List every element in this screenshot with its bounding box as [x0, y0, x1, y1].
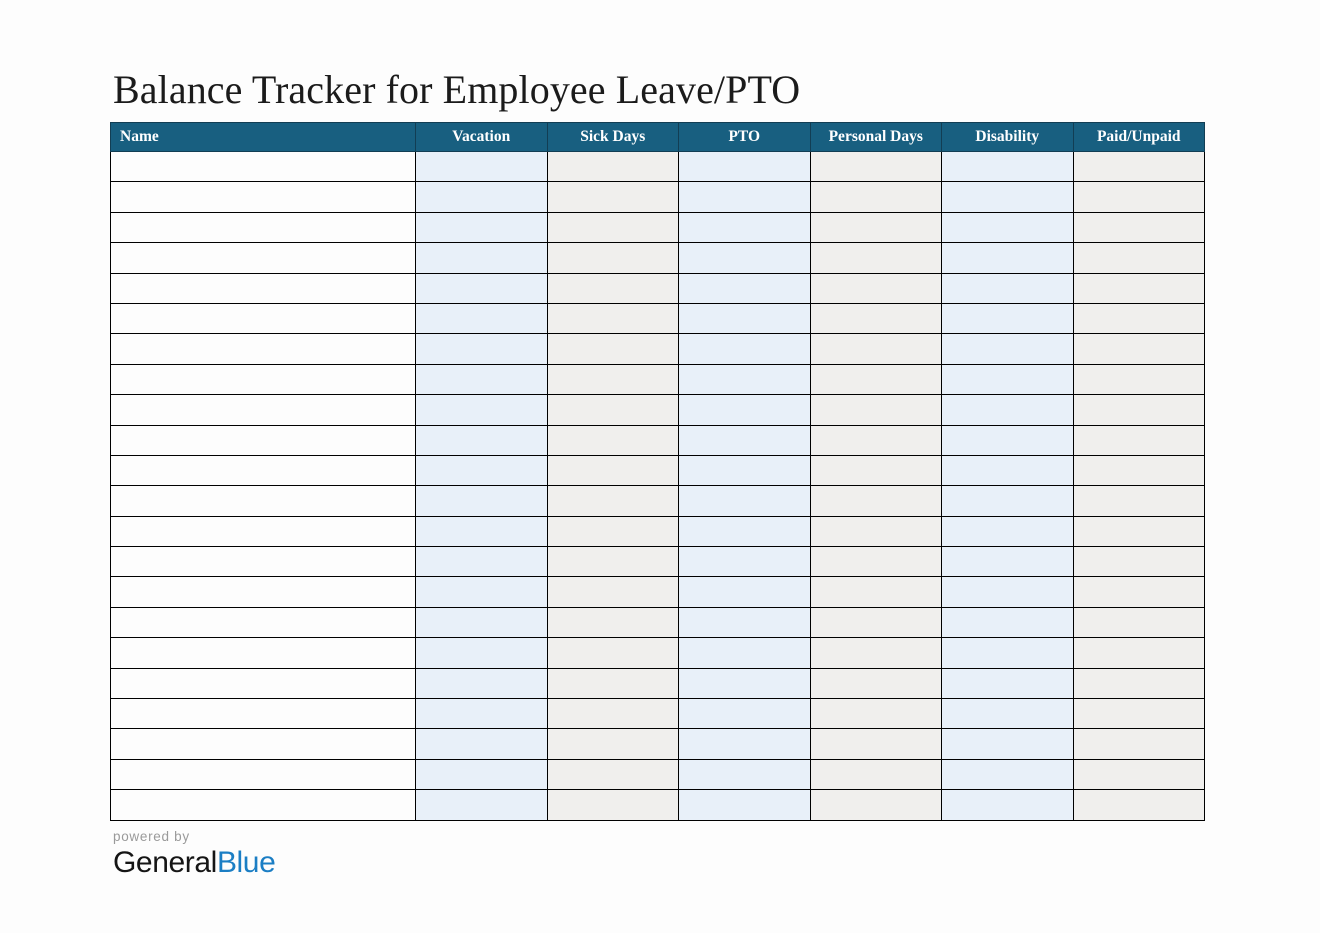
cell-name[interactable] [111, 425, 416, 455]
table-row [111, 638, 1205, 668]
cell-vacation[interactable] [416, 759, 548, 789]
cell-sick_days[interactable] [547, 547, 679, 577]
cell-pto[interactable] [679, 455, 811, 485]
table-row [111, 182, 1205, 212]
table-row [111, 790, 1205, 820]
cell-personal[interactable] [810, 668, 942, 698]
brand-wordmark-general: General [113, 845, 217, 879]
cell-personal[interactable] [810, 212, 942, 242]
cell-pto[interactable] [679, 547, 811, 577]
cell-vacation[interactable] [416, 699, 548, 729]
page-title: Balance Tracker for Employee Leave/PTO [113, 67, 801, 112]
cell-pto[interactable] [679, 486, 811, 516]
cell-vacation[interactable] [416, 303, 548, 333]
table-row [111, 425, 1205, 455]
cell-pto[interactable] [679, 395, 811, 425]
cell-name[interactable] [111, 699, 416, 729]
cell-pto[interactable] [679, 516, 811, 546]
cell-paid_unpaid[interactable] [1073, 577, 1205, 607]
cell-vacation[interactable] [416, 364, 548, 394]
cell-pto[interactable] [679, 638, 811, 668]
leave-balance-table [110, 122, 1205, 821]
cell-vacation[interactable] [416, 212, 548, 242]
cell-name[interactable] [111, 455, 416, 485]
cell-pto[interactable] [679, 182, 811, 212]
cell-vacation[interactable] [416, 729, 548, 759]
table-row [111, 729, 1205, 759]
table-header [111, 123, 1205, 152]
cell-disability[interactable] [942, 516, 1074, 546]
table-row [111, 273, 1205, 303]
cell-disability[interactable] [942, 152, 1074, 182]
cell-personal[interactable] [810, 455, 942, 485]
cell-sick_days[interactable] [547, 577, 679, 607]
cell-paid_unpaid[interactable] [1073, 334, 1205, 364]
table-row [111, 486, 1205, 516]
cell-paid_unpaid[interactable] [1073, 364, 1205, 394]
cell-disability[interactable] [942, 212, 1074, 242]
cell-sick_days[interactable] [547, 759, 679, 789]
cell-disability[interactable] [942, 790, 1074, 820]
cell-vacation[interactable] [416, 668, 548, 698]
cell-paid_unpaid[interactable] [1073, 243, 1205, 273]
cell-paid_unpaid[interactable] [1073, 182, 1205, 212]
cell-paid_unpaid[interactable] [1073, 303, 1205, 333]
cell-name[interactable] [111, 607, 416, 637]
cell-pto[interactable] [679, 577, 811, 607]
cell-sick_days[interactable] [547, 152, 679, 182]
table-row [111, 547, 1205, 577]
powered-by-label: powered by [113, 829, 190, 844]
cell-name[interactable] [111, 303, 416, 333]
column-header-personal-days[interactable]: Personal Days [810, 123, 942, 152]
cell-personal[interactable] [810, 547, 942, 577]
cell-disability[interactable] [942, 455, 1074, 485]
cell-vacation[interactable] [416, 395, 548, 425]
cell-personal[interactable] [810, 273, 942, 303]
cell-disability[interactable] [942, 395, 1074, 425]
cell-paid_unpaid[interactable] [1073, 547, 1205, 577]
cell-paid_unpaid[interactable] [1073, 759, 1205, 789]
column-header-pto[interactable]: PTO [679, 123, 811, 152]
cell-paid_unpaid[interactable] [1073, 516, 1205, 546]
cell-paid_unpaid[interactable] [1073, 699, 1205, 729]
cell-sick_days[interactable] [547, 395, 679, 425]
cell-name[interactable] [111, 182, 416, 212]
cell-personal[interactable] [810, 729, 942, 759]
cell-personal[interactable] [810, 334, 942, 364]
cell-personal[interactable] [810, 364, 942, 394]
column-header-sick-days[interactable]: Sick Days [547, 123, 679, 152]
cell-vacation[interactable] [416, 455, 548, 485]
cell-disability[interactable] [942, 303, 1074, 333]
cell-personal[interactable] [810, 790, 942, 820]
cell-paid_unpaid[interactable] [1073, 607, 1205, 637]
cell-personal[interactable] [810, 152, 942, 182]
cell-name[interactable] [111, 334, 416, 364]
cell-pto[interactable] [679, 243, 811, 273]
cell-name[interactable] [111, 212, 416, 242]
cell-disability[interactable] [942, 638, 1074, 668]
cell-sick_days[interactable] [547, 303, 679, 333]
cell-vacation[interactable] [416, 577, 548, 607]
cell-personal[interactable] [810, 243, 942, 273]
cell-disability[interactable] [942, 729, 1074, 759]
cell-sick_days[interactable] [547, 607, 679, 637]
column-header-disability[interactable]: Disability [942, 123, 1074, 152]
cell-personal[interactable] [810, 516, 942, 546]
table-row [111, 364, 1205, 394]
cell-personal[interactable] [810, 182, 942, 212]
cell-sick_days[interactable] [547, 455, 679, 485]
table-row [111, 607, 1205, 637]
cell-disability[interactable] [942, 334, 1074, 364]
table-row [111, 668, 1205, 698]
table-row [111, 516, 1205, 546]
cell-disability[interactable] [942, 273, 1074, 303]
cell-sick_days[interactable] [547, 699, 679, 729]
cell-sick_days[interactable] [547, 425, 679, 455]
table-header-row [111, 123, 1205, 152]
cell-paid_unpaid[interactable] [1073, 638, 1205, 668]
cell-name[interactable] [111, 577, 416, 607]
cell-vacation[interactable] [416, 638, 548, 668]
cell-sick_days[interactable] [547, 486, 679, 516]
cell-sick_days[interactable] [547, 668, 679, 698]
cell-paid_unpaid[interactable] [1073, 212, 1205, 242]
column-header-name[interactable]: Name [111, 123, 416, 152]
cell-name[interactable] [111, 759, 416, 789]
cell-paid_unpaid[interactable] [1073, 152, 1205, 182]
cell-vacation[interactable] [416, 152, 548, 182]
cell-paid_unpaid[interactable] [1073, 668, 1205, 698]
table-row [111, 759, 1205, 789]
cell-paid_unpaid[interactable] [1073, 790, 1205, 820]
cell-sick_days[interactable] [547, 638, 679, 668]
cell-pto[interactable] [679, 303, 811, 333]
column-header-vacation[interactable]: Vacation [416, 123, 548, 152]
cell-name[interactable] [111, 729, 416, 759]
table-row [111, 212, 1205, 242]
cell-disability[interactable] [942, 577, 1074, 607]
cell-personal[interactable] [810, 607, 942, 637]
cell-name[interactable] [111, 790, 416, 820]
table-row [111, 152, 1205, 182]
column-header-paid-unpaid[interactable]: Paid/Unpaid [1073, 123, 1205, 152]
table-row [111, 699, 1205, 729]
cell-personal[interactable] [810, 577, 942, 607]
cell-personal[interactable] [810, 486, 942, 516]
cell-paid_unpaid[interactable] [1073, 729, 1205, 759]
cell-disability[interactable] [942, 699, 1074, 729]
cell-pto[interactable] [679, 759, 811, 789]
cell-disability[interactable] [942, 759, 1074, 789]
cell-disability[interactable] [942, 182, 1074, 212]
cell-vacation[interactable] [416, 182, 548, 212]
cell-disability[interactable] [942, 243, 1074, 273]
cell-vacation[interactable] [416, 425, 548, 455]
cell-disability[interactable] [942, 425, 1074, 455]
cell-pto[interactable] [679, 699, 811, 729]
cell-disability[interactable] [942, 607, 1074, 637]
cell-name[interactable] [111, 273, 416, 303]
cell-pto[interactable] [679, 668, 811, 698]
cell-pto[interactable] [679, 425, 811, 455]
table-row [111, 455, 1205, 485]
cell-name[interactable] [111, 152, 416, 182]
cell-sick_days[interactable] [547, 790, 679, 820]
cell-name[interactable] [111, 668, 416, 698]
cell-pto[interactable] [679, 152, 811, 182]
table-row [111, 334, 1205, 364]
cell-personal[interactable] [810, 395, 942, 425]
cell-sick_days[interactable] [547, 334, 679, 364]
cell-vacation[interactable] [416, 516, 548, 546]
cell-vacation[interactable] [416, 486, 548, 516]
cell-vacation[interactable] [416, 790, 548, 820]
cell-vacation[interactable] [416, 334, 548, 364]
generalblue-logo [113, 830, 275, 878]
cell-personal[interactable] [810, 699, 942, 729]
cell-paid_unpaid[interactable] [1073, 273, 1205, 303]
cell-disability[interactable] [942, 668, 1074, 698]
cell-pto[interactable] [679, 334, 811, 364]
cell-paid_unpaid[interactable] [1073, 395, 1205, 425]
cell-sick_days[interactable] [547, 729, 679, 759]
cell-pto[interactable] [679, 607, 811, 637]
cell-sick_days[interactable] [547, 182, 679, 212]
cell-name[interactable] [111, 516, 416, 546]
cell-personal[interactable] [810, 638, 942, 668]
cell-sick_days[interactable] [547, 243, 679, 273]
cell-pto[interactable] [679, 364, 811, 394]
cell-name[interactable] [111, 638, 416, 668]
cell-name[interactable] [111, 486, 416, 516]
cell-name[interactable] [111, 243, 416, 273]
cell-sick_days[interactable] [547, 516, 679, 546]
brand-wordmark [113, 845, 276, 879]
cell-vacation[interactable] [416, 547, 548, 577]
cell-personal[interactable] [810, 425, 942, 455]
cell-pto[interactable] [679, 273, 811, 303]
cell-paid_unpaid[interactable] [1073, 486, 1205, 516]
cell-pto[interactable] [679, 790, 811, 820]
table-row [111, 243, 1205, 273]
cell-pto[interactable] [679, 729, 811, 759]
table-row [111, 395, 1205, 425]
cell-vacation[interactable] [416, 273, 548, 303]
cell-disability[interactable] [942, 364, 1074, 394]
cell-name[interactable] [111, 395, 416, 425]
cell-paid_unpaid[interactable] [1073, 425, 1205, 455]
cell-pto[interactable] [679, 212, 811, 242]
cell-personal[interactable] [810, 759, 942, 789]
cell-disability[interactable] [942, 486, 1074, 516]
cell-sick_days[interactable] [547, 364, 679, 394]
cell-disability[interactable] [942, 547, 1074, 577]
cell-personal[interactable] [810, 303, 942, 333]
cell-sick_days[interactable] [547, 273, 679, 303]
brand-wordmark-blue: Blue [216, 845, 276, 879]
cell-vacation[interactable] [416, 607, 548, 637]
table-row [111, 577, 1205, 607]
cell-paid_unpaid[interactable] [1073, 455, 1205, 485]
table-body [111, 152, 1205, 821]
table-row [111, 303, 1205, 333]
cell-name[interactable] [111, 547, 416, 577]
cell-vacation[interactable] [416, 243, 548, 273]
cell-sick_days[interactable] [547, 212, 679, 242]
cell-name[interactable] [111, 364, 416, 394]
